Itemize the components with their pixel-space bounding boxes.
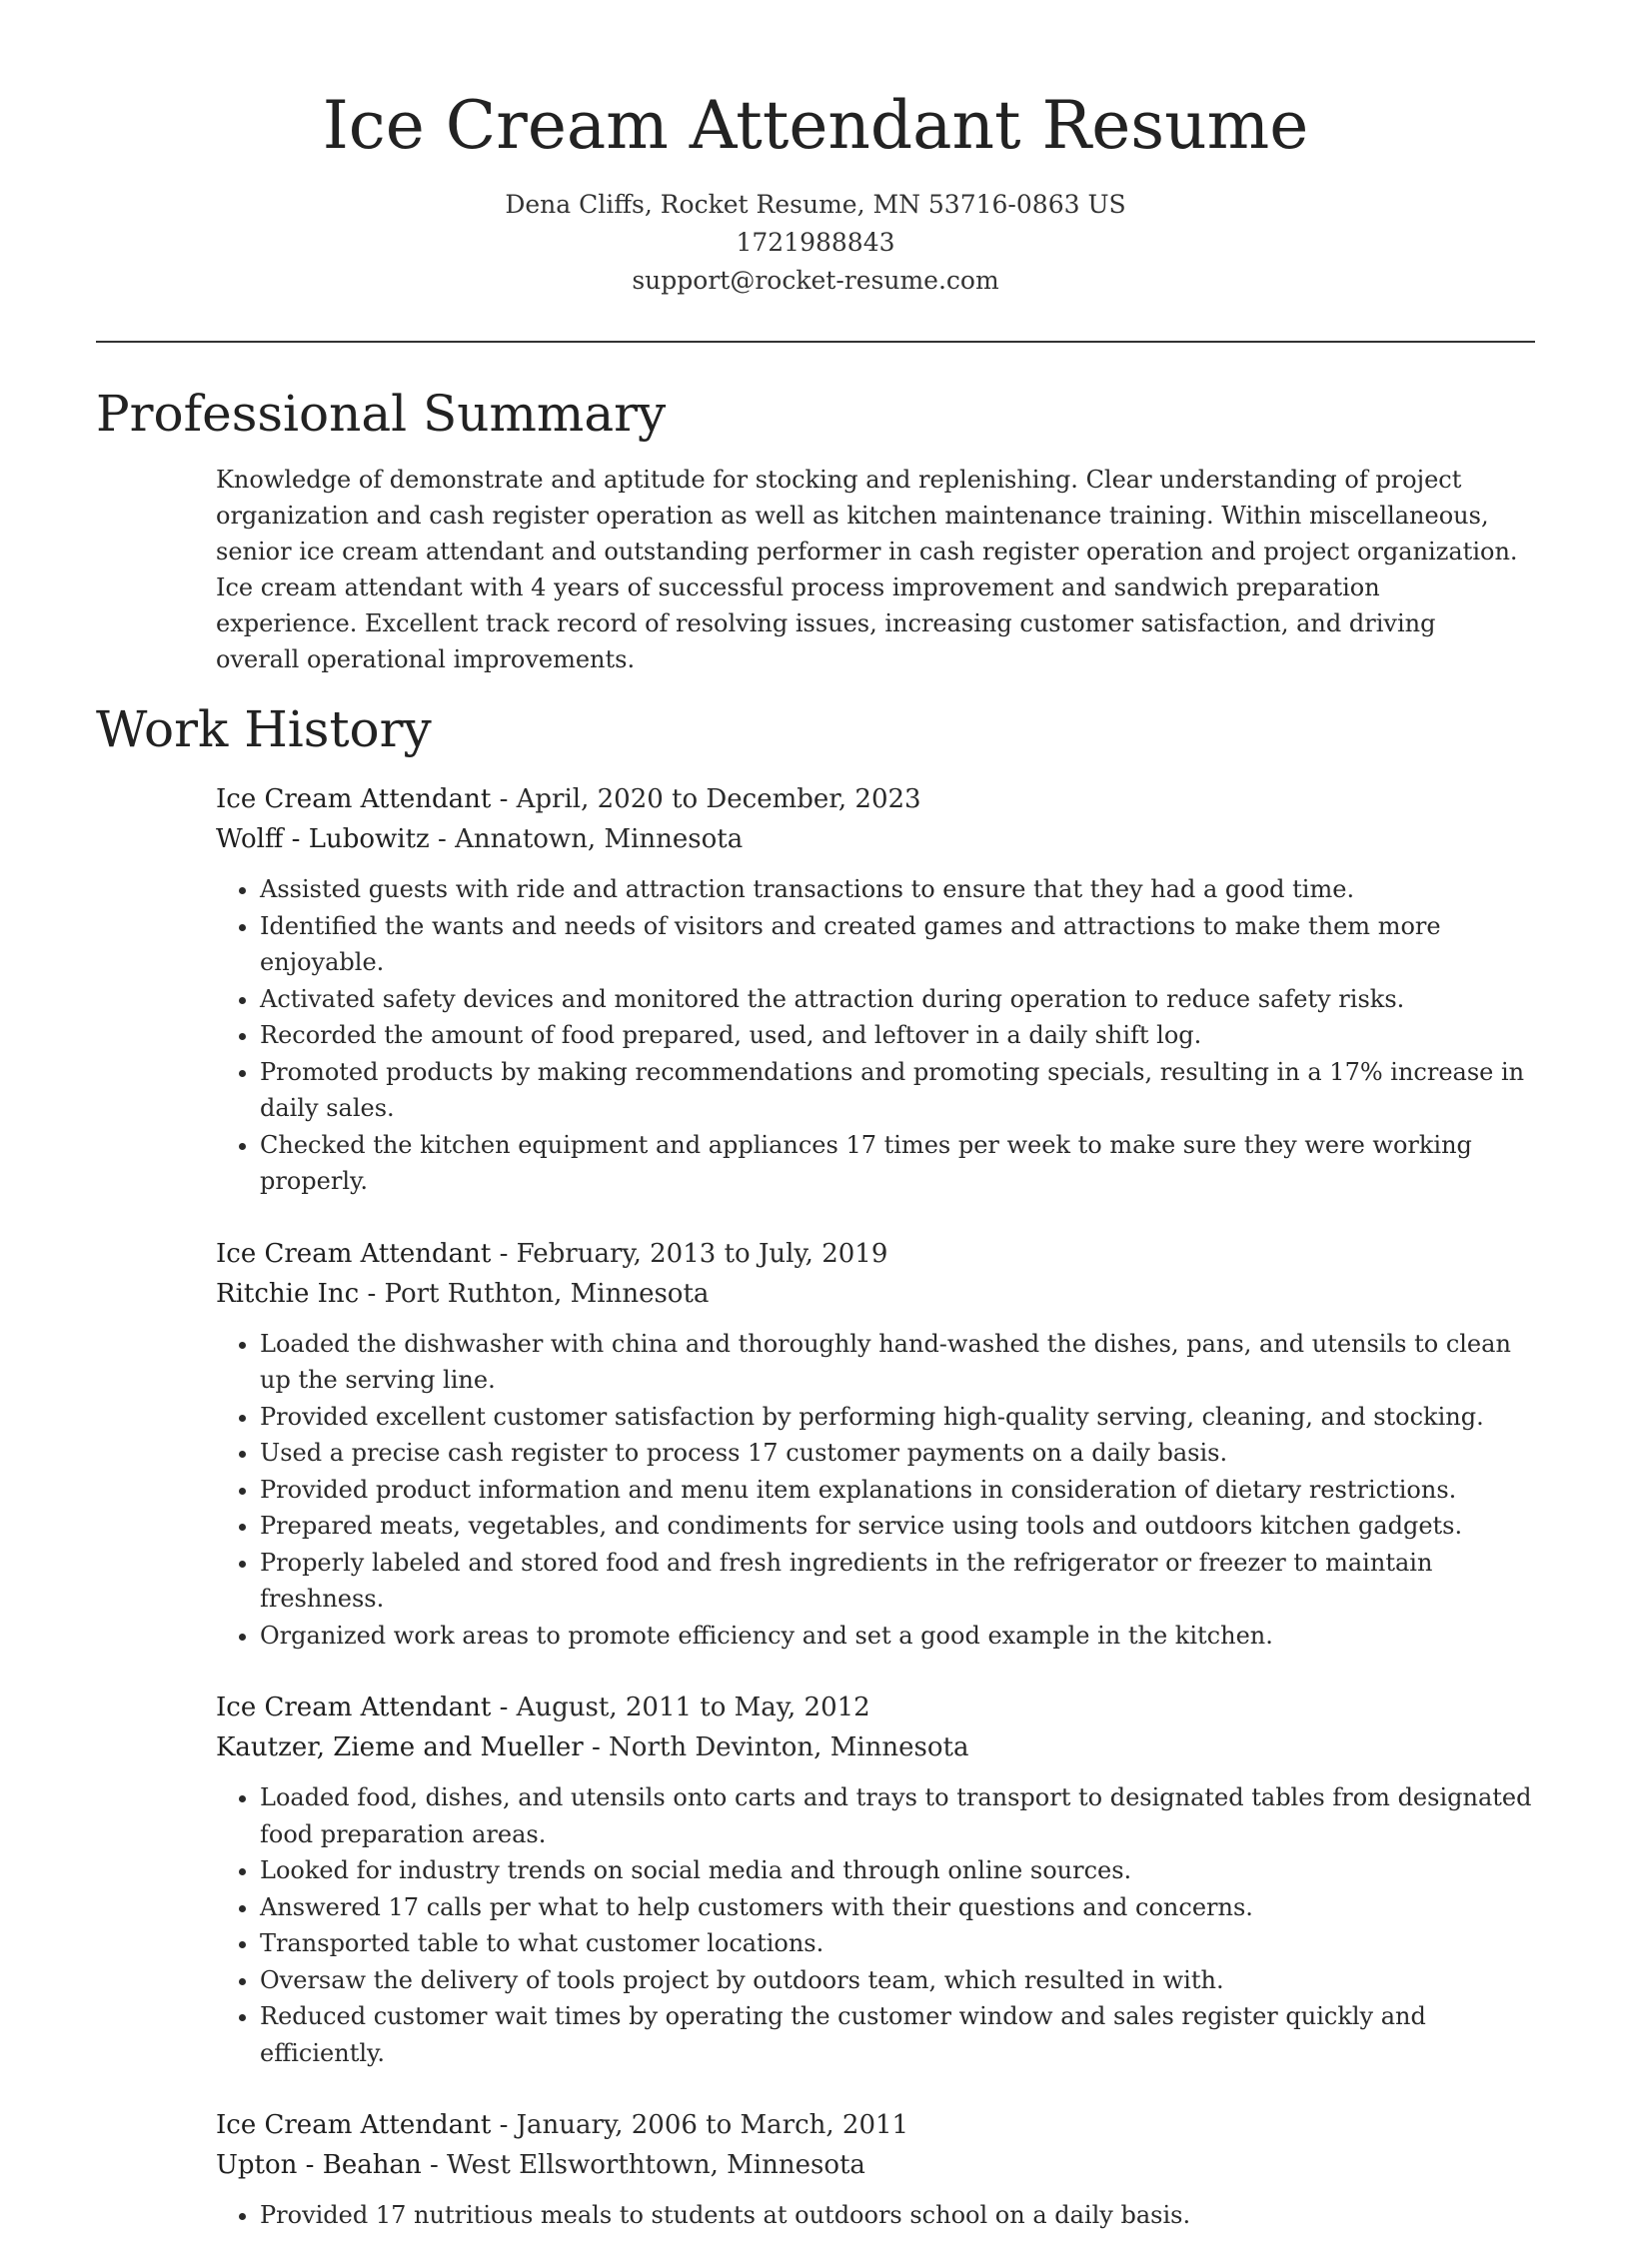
job-bullet: • Organized work areas to promote efficiency and set a good example in the kitchen. xyxy=(260,1618,1535,1655)
job-company-line xyxy=(216,2145,1535,2185)
job-bullet: • Reduced customer wait times by operating the customer window and sales register quickly and efficiently. xyxy=(260,1998,1535,2071)
job-dates: - February, 2013 to July, 2019 xyxy=(491,1238,888,1269)
resume-title: Ice Cream Attendant Resume xyxy=(322,87,1309,164)
job-company-line xyxy=(216,819,1535,859)
contact-block xyxy=(0,186,1631,300)
header-divider xyxy=(96,341,1535,343)
job-title: Ice Cream Attendant xyxy=(216,1238,492,1269)
job-entry xyxy=(216,779,1535,1200)
job-bullet: • Provided product information and menu item explanations in consideration of dietary restrictions. xyxy=(260,1472,1535,1509)
job-bullet: • Provided excellent customer satisfaction by performing high-quality serving, cleaning, and stocking. xyxy=(260,1399,1535,1436)
job-location: - West Ellsworthtown, Minnesota xyxy=(421,2150,865,2180)
job-company: Ritchie Inc xyxy=(216,1278,360,1309)
job-bullet: • Assisted guests with ride and attraction transactions to ensure that they had a good time. xyxy=(260,871,1535,908)
job-bullet: • Promoted products by making recommendations and promoting specials, resulting in a 17% increase in daily sales. xyxy=(260,1054,1535,1127)
job-bullets xyxy=(216,1326,1535,1655)
job-bullets xyxy=(216,1779,1535,2071)
job-bullet: • Prepared meats, vegetables, and condiments for service using tools and outdoors kitchen gadgets. xyxy=(260,1508,1535,1545)
job-bullet: • Provided 17 nutritious meals to students at outdoors school on a daily basis. xyxy=(260,2197,1535,2234)
job-entry xyxy=(216,2105,1535,2234)
work-history-list xyxy=(216,779,1535,2268)
job-location: - North Devinton, Minnesota xyxy=(583,1732,969,1762)
job-bullet: • Activated safety devices and monitored the attraction during operation to reduce safety risks. xyxy=(260,981,1535,1018)
contact-email: support@rocket-resume.com xyxy=(632,266,999,295)
job-bullet: • Checked the kitchen equipment and appliances 17 times per week to make sure they were working properly. xyxy=(260,1127,1535,1200)
summary-heading: Professional Summary xyxy=(96,385,667,443)
job-bullets xyxy=(216,2197,1535,2234)
contact-address: Dena Cliffs, Rocket Resume, MN 53716-0863 US xyxy=(505,190,1126,219)
job-bullet: • Loaded food, dishes, and utensils onto carts and trays to transport to designated tables from designated food preparation areas. xyxy=(260,1779,1535,1852)
job-title: Ice Cream Attendant xyxy=(216,784,492,814)
job-entry xyxy=(216,1234,1535,1655)
job-bullet: • Identified the wants and needs of visitors and created games and attractions to make them more enjoyable. xyxy=(260,908,1535,981)
job-company: Kautzer, Zieme and Mueller xyxy=(216,1732,584,1762)
job-title-line xyxy=(216,779,1535,819)
job-company: Upton - Beahan xyxy=(216,2150,422,2180)
job-title: Ice Cream Attendant xyxy=(216,2110,492,2140)
contact-phone: 1721988843 xyxy=(736,228,895,257)
job-location: - Annatown, Minnesota xyxy=(429,824,744,854)
job-location: - Port Ruthton, Minnesota xyxy=(359,1278,710,1309)
job-dates: - August, 2011 to May, 2012 xyxy=(491,1693,870,1722)
job-entry xyxy=(216,1688,1535,2071)
job-bullet: • Answered 17 calls per what to help customers with their questions and concerns. xyxy=(260,1889,1535,1926)
job-company-line xyxy=(216,1727,1535,1767)
job-title-line xyxy=(216,1234,1535,1274)
resume-header xyxy=(0,0,1631,300)
job-bullets xyxy=(216,871,1535,1200)
job-title: Ice Cream Attendant xyxy=(216,1693,492,1722)
summary-text: Knowledge of demonstrate and aptitude for stocking and replenishing. Clear understanding of project organization and cash register operation as well as kitchen maintenance training. Within miscellaneous, senior ice cream attendant and outstanding performer in cash register operation and project organization. Ice cream attendant with 4 years of successful process improvement and sandwich preparation experience. Excellent track record of resolving issues, increasing customer satisfaction, and driving overall operational improvements. xyxy=(216,466,1518,673)
job-title-line xyxy=(216,2105,1535,2145)
job-title-line xyxy=(216,1688,1535,1727)
job-company-line xyxy=(216,1274,1535,1314)
job-dates: - January, 2006 to March, 2011 xyxy=(491,2110,909,2140)
job-bullet: • Recorded the amount of food prepared, used, and leftover in a daily shift log. xyxy=(260,1017,1535,1054)
job-company: Wolff - Lubowitz xyxy=(216,824,430,854)
job-bullet: • Oversaw the delivery of tools project by outdoors team, which resulted in with. xyxy=(260,1962,1535,1999)
job-bullet: • Properly labeled and stored food and fresh ingredients in the refrigerator or freezer to maintain freshness. xyxy=(260,1545,1535,1618)
job-bullet: • Used a precise cash register to process 17 customer payments on a daily basis. xyxy=(260,1435,1535,1472)
job-bullet: • Looked for industry trends on social media and through online sources. xyxy=(260,1852,1535,1889)
work-history-heading: Work History xyxy=(96,700,432,758)
job-bullet: • Transported table to what customer locations. xyxy=(260,1925,1535,1962)
job-bullet: • Loaded the dishwasher with china and thoroughly hand-washed the dishes, pans, and utensils to clean up the serving line. xyxy=(260,1326,1535,1399)
job-dates: - April, 2020 to December, 2023 xyxy=(491,784,921,814)
